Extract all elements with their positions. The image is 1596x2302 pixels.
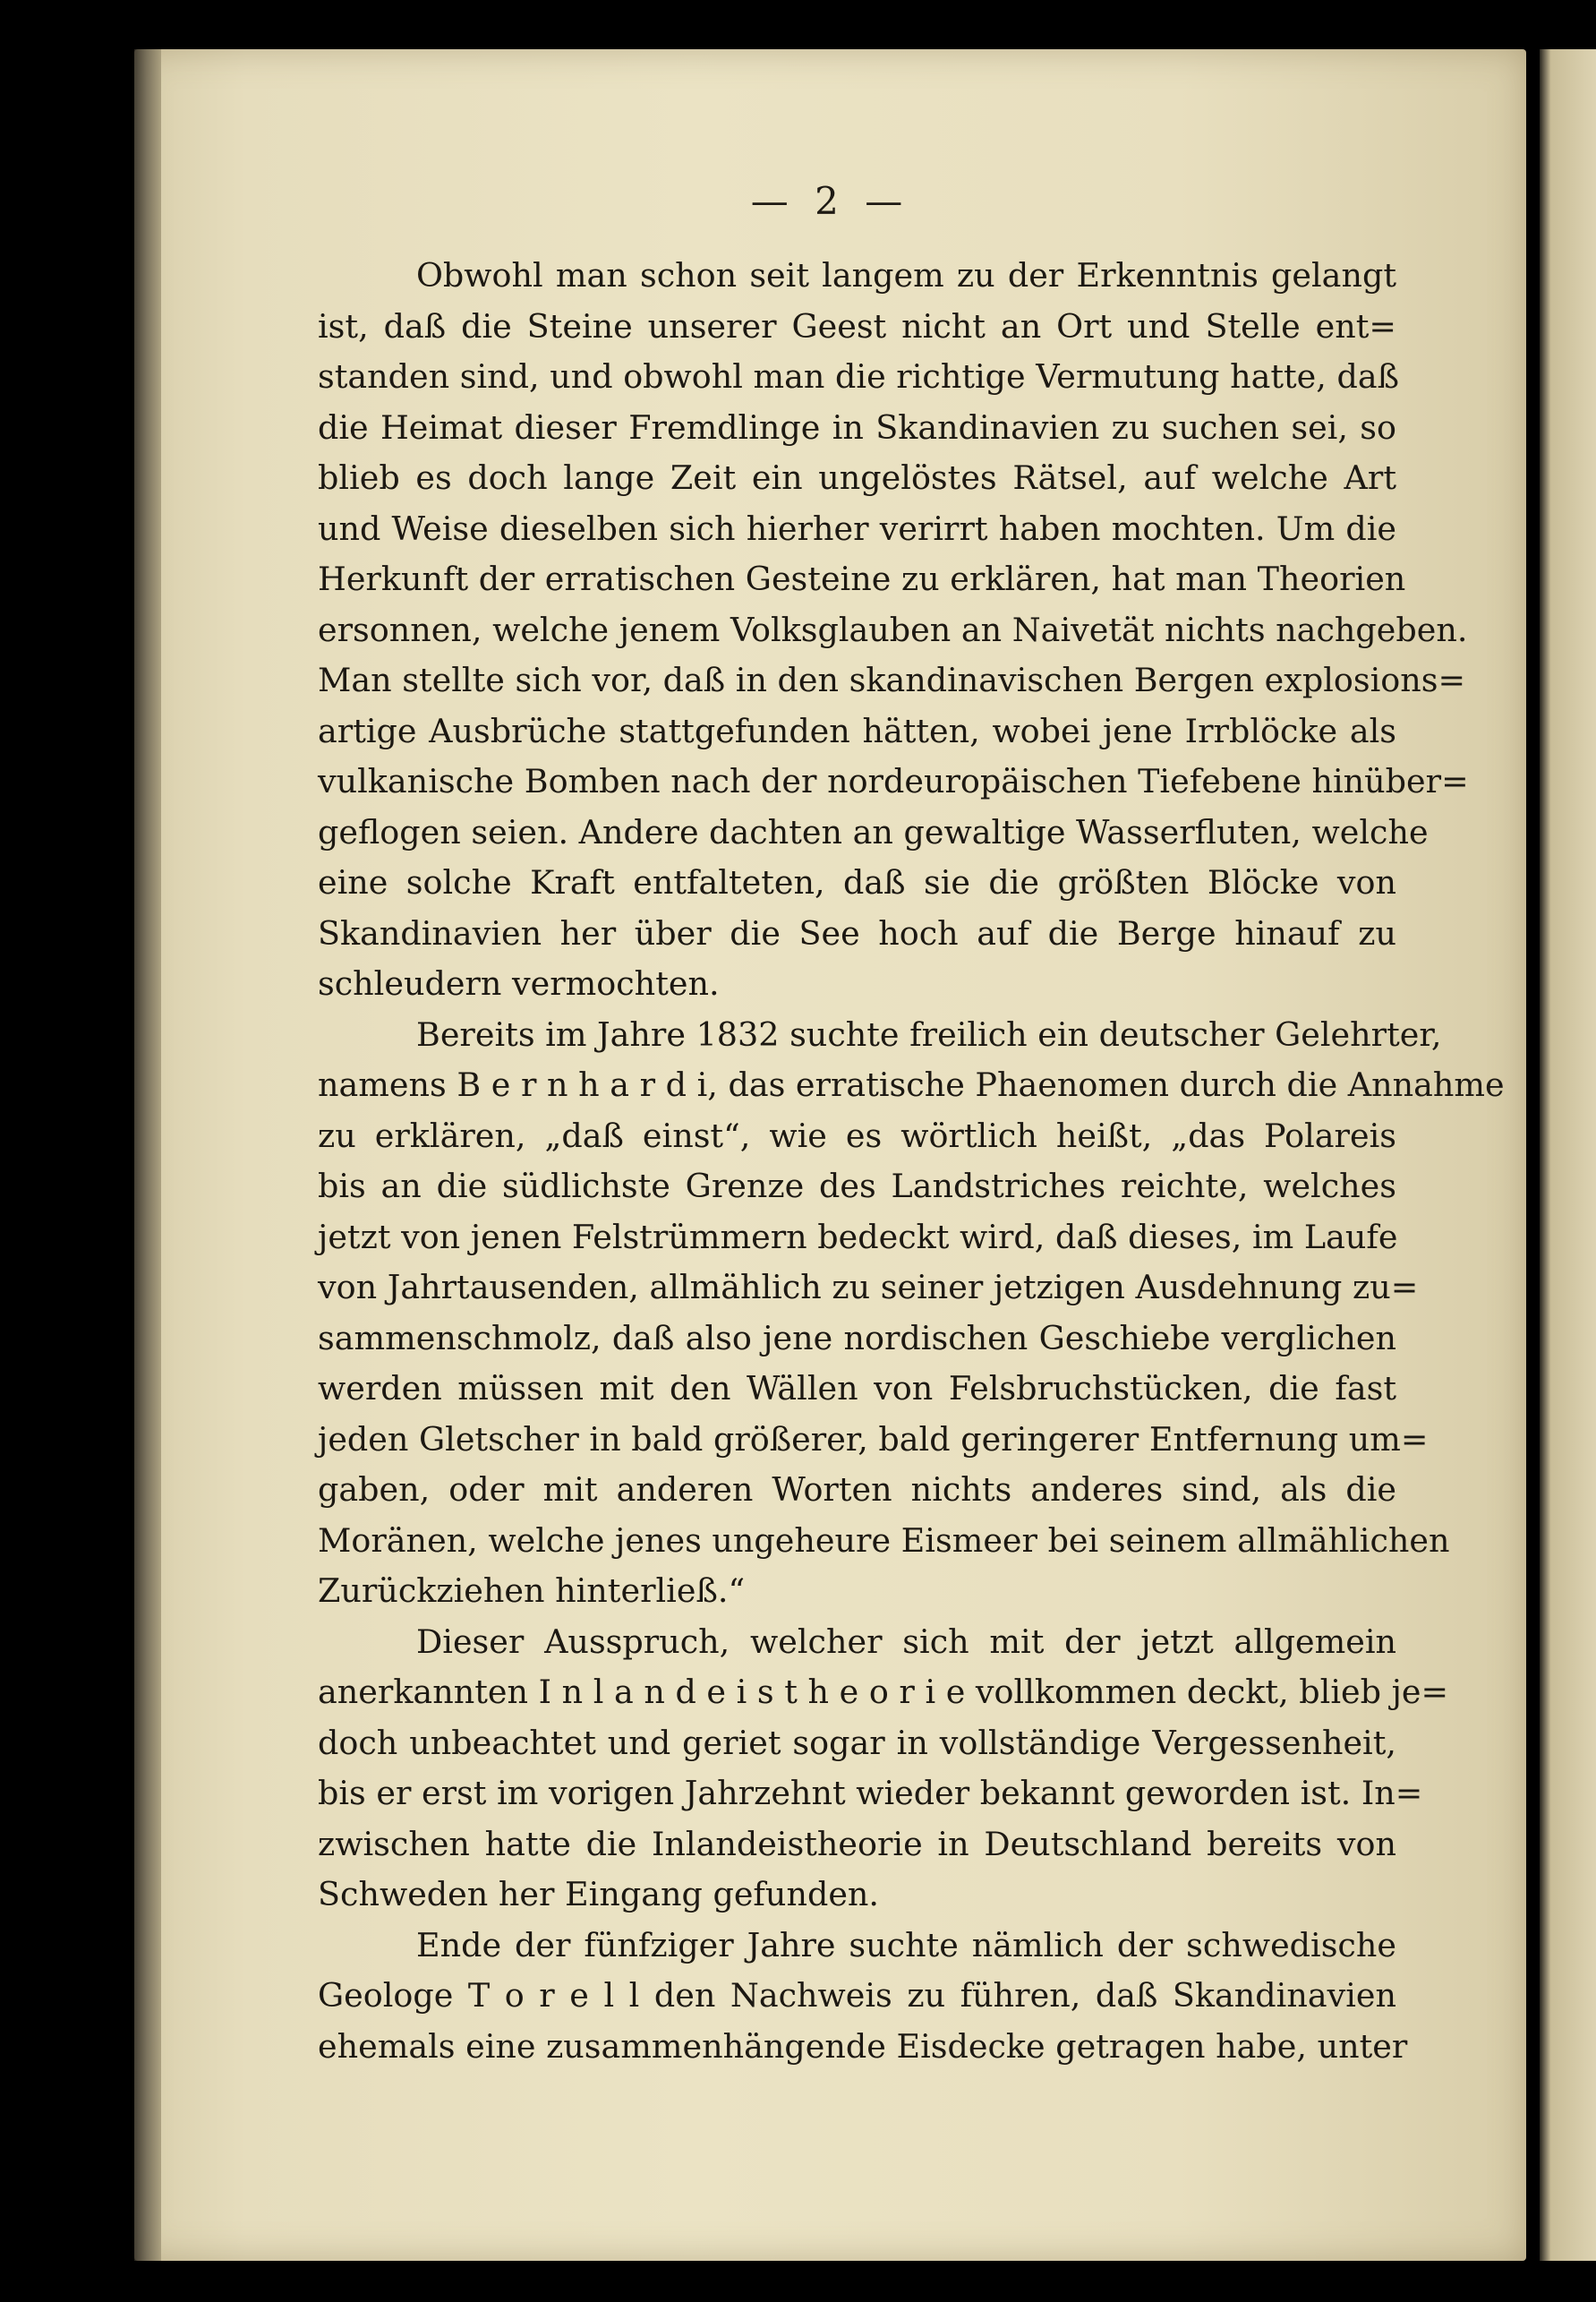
body-text	[318, 251, 1505, 2072]
page-binding-edge	[134, 49, 161, 2261]
text-line: Man stellte sich vor, daß in den skandinavischen Bergen explosions=	[318, 661, 1466, 699]
text-line: anerkannten I n l a n d e i s t h e o r i e vollkommen deckt, blieb je=	[318, 1673, 1449, 1711]
text-line: eine solche Kraft entfalteten, daß sie die größten Blöcke von	[318, 863, 1396, 902]
paragraph	[318, 1010, 1505, 1617]
text-line: werden müssen mit den Wällen von Felsbruchstücken, die fast	[318, 1369, 1396, 1408]
text-line: Dieser Ausspruch, welcher sich mit der jetzt allgemein	[416, 1622, 1396, 1661]
text-line: vulkanische Bomben nach der nordeuropäischen Tiefebene hinüber=	[318, 762, 1469, 800]
text-line: Geologe T o r e l l den Nachweis zu führen, daß Skandinavien	[318, 1976, 1396, 2015]
paragraph	[318, 1617, 1449, 1921]
text-line: ehemals eine zusammenhängende Eisdecke getragen habe, unter	[318, 2026, 1408, 2066]
text-line: zu erklären, „daß einst“, wie es wörtlich heißt, „das Polareis	[318, 1116, 1396, 1155]
text-line: ersonnen, welche jenem Volksglauben an Naivetät nichts nachgeben.	[318, 610, 1468, 649]
paragraph	[318, 1921, 1408, 2073]
text-line: standen sind, und obwohl man die richtige Vermutung hatte, daß	[318, 357, 1399, 396]
text-line: Moränen, welche jenes ungeheure Eismeer bei seinem allmählichen	[318, 1520, 1450, 1560]
text-line: von Jahrtausenden, allmählich zu seiner jetzigen Ausdehnung zu=	[318, 1268, 1419, 1306]
text-line: Obwohl man schon seit langem zu der Erkenntnis gelangt	[416, 256, 1396, 295]
adjacent-page-edge	[1540, 49, 1596, 2261]
page-number: — 2 —	[750, 179, 910, 223]
text-line: schleudern vermochten.	[318, 964, 720, 1003]
text-line: doch unbeachtet und geriet sogar in vollständige Vergessenheit,	[318, 1723, 1396, 1762]
paragraph	[318, 251, 1469, 1010]
text-line: bis an die südlichste Grenze des Landstriches reichte, welches	[318, 1167, 1396, 1205]
text-line: geflogen seien. Andere dachten an gewaltige Wasserfluten, welche	[318, 812, 1429, 851]
text-line: Herkunft der erratischen Gesteine zu erklären, hat man Theorien	[318, 560, 1406, 598]
text-line: ist, daß die Steine unserer Geest nicht an Ort und Stelle ent=	[318, 306, 1396, 346]
text-line: zwischen hatte die Inlandeistheorie in Deutschland bereits von	[318, 1824, 1396, 1863]
text-line: Bereits im Jahre 1832 suchte freilich ein deutscher Gelehrter,	[416, 1014, 1442, 1054]
text-line: die Heimat dieser Fremdlinge in Skandinavien zu suchen sei, so	[318, 407, 1396, 447]
text-line: namens B e r n h a r d i, das erratische Phaenomen durch die Annahme	[318, 1065, 1505, 1104]
text-line: sammenschmolz, daß also jene nordischen Geschiebe verglichen	[318, 1318, 1396, 1357]
text-line: jetzt von jenen Felstrümmern bedeckt wird, daß dieses, im Laufe	[318, 1217, 1398, 1256]
text-line: Skandinavien her über die See hoch auf die Berge hinauf zu	[318, 913, 1396, 953]
text-line: jeden Gletscher in bald größerer, bald geringerer Entfernung um=	[318, 1419, 1429, 1459]
text-line: bis er erst im vorigen Jahrzehnt wieder bekannt geworden ist. In=	[318, 1774, 1423, 1812]
text-line: Ende der fünfziger Jahre suchte nämlich der schwedische	[416, 1925, 1396, 1964]
text-line: und Weise dieselben sich hierher verirrt haben mochten. Um die	[318, 509, 1396, 548]
text-line: blieb es doch lange Zeit ein ungelöstes Rätsel, auf welche Art	[318, 458, 1396, 497]
text-line: gaben, oder mit anderen Worten nichts anderes sind, als die	[318, 1470, 1396, 1509]
text-line: artige Ausbrüche stattgefunden hätten, wobei jene Irrblöcke als	[318, 711, 1396, 750]
text-line: Zurückziehen hinterließ.“	[318, 1571, 746, 1610]
text-line: Schweden her Eingang gefunden.	[318, 1875, 880, 1913]
